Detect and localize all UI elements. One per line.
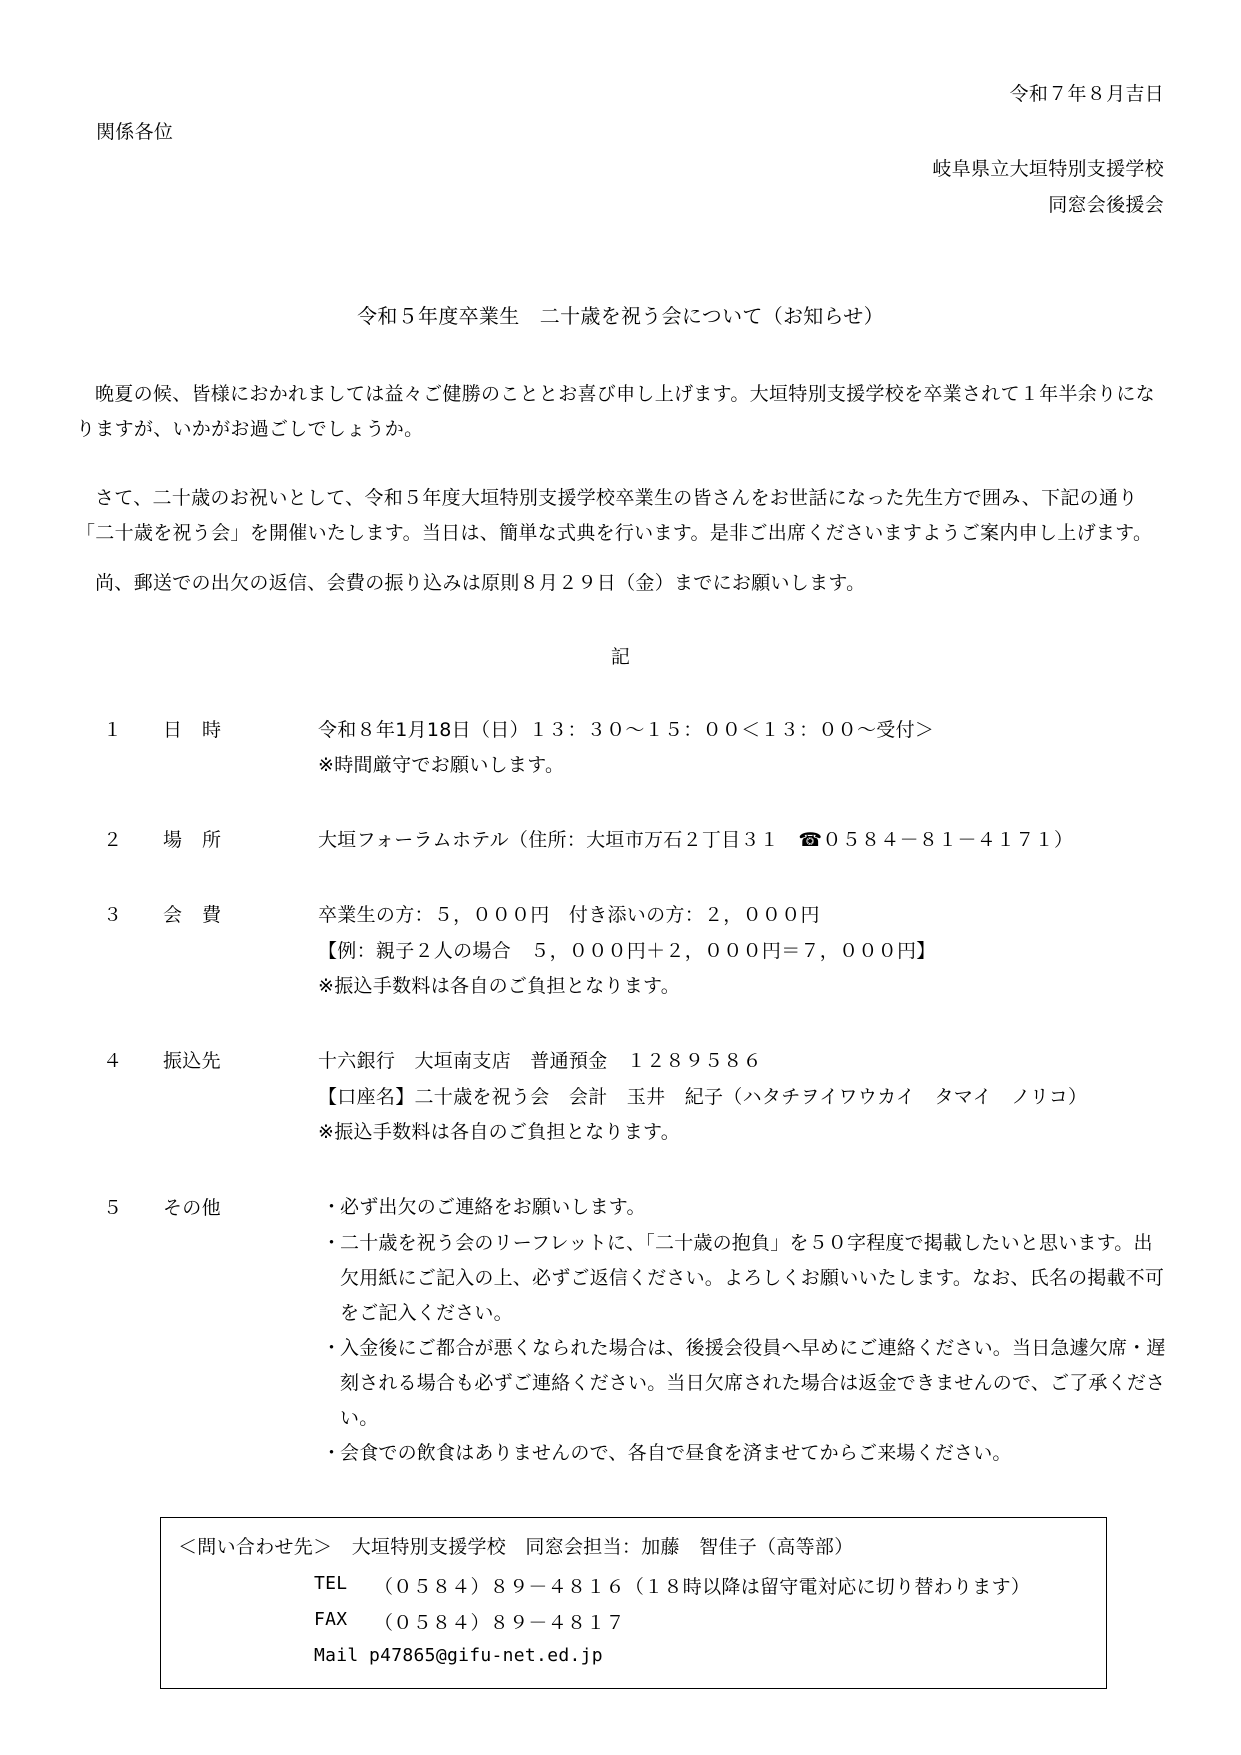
transfer-note: ※振込手数料は各自のご負担となります。 xyxy=(318,1121,681,1143)
issue-date: 令和７年８月吉日 xyxy=(1009,83,1164,105)
sender-group: 同窓会後援会 xyxy=(1048,194,1164,216)
contact-box xyxy=(160,1517,1107,1689)
sender-school: 岐阜県立大垣特別支援学校 xyxy=(932,158,1164,180)
item-number: １ xyxy=(103,719,123,741)
body-paragraph-2: さて、二十歳のお祝いとして、令和５年度大垣特別支援学校卒業生の皆さんをお世話になった先生方で囲み、下記の通り「二十歳を祝う会」を開催いたします。当日は、簡単な式典を行います。是非ご出席くださいますようご案内申し上げます。 xyxy=(76,487,1153,544)
item-number: ３ xyxy=(103,904,123,926)
contact-fax: （０５８４）８９－４８１７ xyxy=(374,1612,625,1634)
datetime-note: ※時間厳守でお願いします。 xyxy=(318,754,565,776)
contact-tel-label: TEL xyxy=(314,1573,348,1594)
item-label-fee: 会費 xyxy=(163,904,242,926)
other-bullet xyxy=(322,1331,1170,1436)
place-value: 大垣フォーラムホテル（住所：大垣市万石２丁目３１ ☎０５８４－８１－４１７１） xyxy=(318,829,1074,851)
fee-example: 【例：親子２人の場合 ５，０００円＋２，０００円＝７，０００円】 xyxy=(318,940,936,962)
fee-value: 卒業生の方：５，０００円 付き添いの方：２，０００円 xyxy=(318,904,820,926)
bullet-mark: ・ xyxy=(322,1442,342,1464)
other-bullet xyxy=(322,1436,1170,1471)
bullet-text: 会食での飲食はありませんので、各自で昼食を済ませてからご来場ください。 xyxy=(340,1442,1012,1464)
contact-tel: （０５８４）８９－４８１６（１８時以降は留守電対応に切り替わります） xyxy=(374,1576,1031,1598)
item-number: ５ xyxy=(103,1197,123,1219)
bullet-text: 必ず出欠のご連絡をお願いします。 xyxy=(340,1196,646,1218)
other-bullet xyxy=(322,1190,1170,1225)
contact-mail[interactable]: p47865@gifu-net.ed.jp xyxy=(369,1645,603,1666)
bullet-text: 入金後にご都合が悪くなられた場合は、後援会役員へ早めにご連絡ください。当日急遽欠席・遅刻される場合も必ずご連絡ください。当日欠席された場合は返金できませんので、ご了承ください。 xyxy=(340,1337,1166,1429)
bullet-mark: ・ xyxy=(322,1196,342,1218)
datetime-value: 令和８年1月18日（日）１３：３０〜１５：００＜１３：００〜受付＞ xyxy=(318,719,935,741)
transfer-bank: 十六銀行 大垣南支店 普通預金 １２８９５８６ xyxy=(318,1050,762,1072)
bullet-mark: ・ xyxy=(322,1232,342,1254)
contact-mail-label: Mail xyxy=(314,1645,359,1666)
item-label-transfer: 振込先 xyxy=(163,1050,221,1072)
contact-fax-label: FAX xyxy=(314,1609,348,1630)
bullet-text: 二十歳を祝う会のリーフレットに、「二十歳の抱負」を５０字程度で掲載したいと思います。出欠用紙にご記入の上、必ずご返信ください。よろしくお願いいたします。なお、氏名の掲載不可をご記入ください。 xyxy=(340,1232,1165,1324)
fee-note: ※振込手数料は各自のご負担となります。 xyxy=(318,975,681,997)
bullet-mark: ・ xyxy=(322,1337,342,1359)
document-title: 令和５年度卒業生 二十歳を祝う会について（お知らせ） xyxy=(357,304,884,328)
item-label-datetime: 日時 xyxy=(163,719,242,741)
recipient: 関係各位 xyxy=(96,121,174,143)
item-label-other: その他 xyxy=(163,1197,221,1219)
transfer-account-name: 【口座名】二十歳を祝う会 会計 玉井 紀子（ハタチヲイワウカイ タマイ ノリコ） xyxy=(318,1086,1088,1108)
body-paragraph-1: 晩夏の候、皆様におかれましては益々ご健勝のこととお喜び申し上げます。大垣特別支援学校を卒業されて１年半余りになりますが、いかがお過ごしでしょうか。 xyxy=(76,383,1155,440)
ki-heading: 記 xyxy=(610,646,631,668)
body-paragraph-3: 尚、郵送での出欠の返信、会費の振り込みは原則８月２９日（金）までにお願いします。 xyxy=(95,572,866,594)
other-bullet xyxy=(322,1226,1170,1331)
item-number: ４ xyxy=(103,1050,123,1072)
item-number: ２ xyxy=(103,829,123,851)
item-label-place: 場所 xyxy=(163,829,242,851)
contact-heading: ＜問い合わせ先＞ 大垣特別支援学校 同窓会担当：加藤 智佳子（高等部） xyxy=(178,1536,854,1558)
